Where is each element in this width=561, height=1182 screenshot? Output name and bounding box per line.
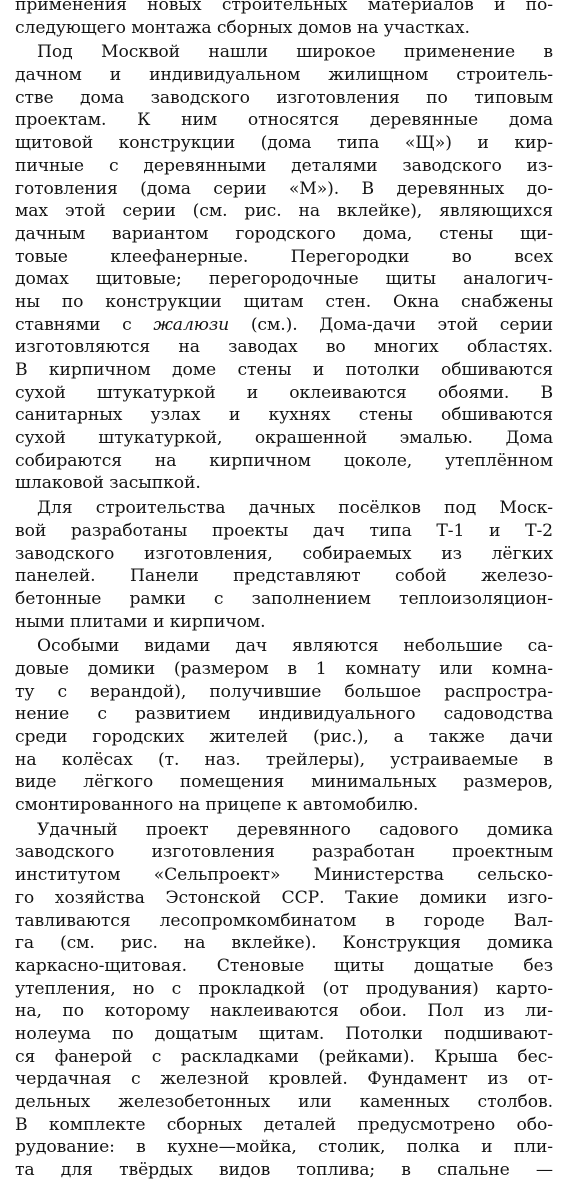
text-line: стве дома заводского изготовления по типовым xyxy=(15,87,553,108)
paragraph-garden-houses xyxy=(15,635,553,817)
text-line: та для твёрдых видов топлива; в спальне — xyxy=(15,1160,553,1181)
text-line: изготовляются на заводах во многих областях. xyxy=(15,337,553,358)
text-line: санитарных узлах и кухнях стены обшиваются xyxy=(15,405,553,426)
text-line: щитовой конструкции (дома типа «Щ») и кир- xyxy=(15,133,553,154)
text-line: Особыми видами дач являются небольшие са- xyxy=(37,636,553,657)
text-line: тавливаются лесопромкомбинатом в городе Вал- xyxy=(15,910,553,931)
text-line: Под Москвой нашли широкое применение в xyxy=(37,42,553,63)
text-line: сухой штукатуркой, окрашенной эмалью. Дома xyxy=(15,428,553,449)
text-line: рудование: в кухне—мойка, столик, полка и пли- xyxy=(15,1137,553,1158)
text-line-with-italic: ставнями с жалюзи (см.). Дома-дачи этой серии xyxy=(15,314,553,335)
text-line: Удачный проект деревянного садового домика xyxy=(37,819,553,840)
text-line: на, по которому наклеиваются обои. Пол из ли- xyxy=(15,1001,553,1022)
text-line: мах этой серии (см. рис. на вклейке), являющихся xyxy=(15,201,553,222)
text-line: чердачная с железной кровлей. Фундамент из от- xyxy=(15,1069,553,1090)
text-line: ными плитами и кирпичом. xyxy=(15,611,266,632)
paragraph-selproekt-project xyxy=(15,819,553,1182)
text-line: В комплекте сборных деталей предусмотрено обо- xyxy=(15,1114,553,1135)
text-line: каркасно-щитовая. Стеновые щиты дощатые без xyxy=(15,955,553,976)
text-line: заводского изготовления разработан проектным xyxy=(15,842,553,863)
text-line: домах щитовые; перегородочные щиты аналогич- xyxy=(15,269,553,290)
text-line: нолеума по дощатым щитам. Потолки подшивают- xyxy=(15,1023,553,1044)
text-line: ту с верандой), получившие большое распростра- xyxy=(15,681,553,702)
italic-term: жалюзи xyxy=(153,314,230,335)
text-line: бетонные рамки с заполнением теплоизоляцион- xyxy=(15,588,553,609)
text-line: утепления, но с прокладкой (от продувания) карто- xyxy=(15,978,553,999)
text-line: дельных железобетонных или каменных столбов. xyxy=(15,1092,553,1112)
text-line: Для строительства дачных посёлков под Моск- xyxy=(37,498,553,519)
paragraph-continuation xyxy=(15,0,553,39)
paragraph-moscow-houses xyxy=(15,41,553,495)
text-line: довые домики (размером в 1 комнату или комна- xyxy=(15,658,553,679)
text-line: применения новых строительных материалов и по- xyxy=(15,0,553,15)
paragraph-dacha-villages xyxy=(15,497,553,633)
text-line: го хозяйства Эстонской ССР. Такие домики изго- xyxy=(15,887,553,908)
text-line: пичные с деревянными деталями заводского из- xyxy=(15,155,553,176)
text-line: заводского изготовления, собираемых из лёгких xyxy=(15,543,553,564)
text-line: следующего монтажа сборных домов на участках. xyxy=(15,17,470,38)
text-line: панелей. Панели представляют собой железо- xyxy=(15,566,553,587)
text-line: проектам. К ним относятся деревянные дома xyxy=(15,110,553,131)
text-line: смонтированного на прицепе к автомобилю. xyxy=(15,795,419,816)
text-line: виде лёгкого помещения минимальных размеров, xyxy=(15,772,553,793)
text-line: собираются на кирпичном цоколе, утеплённом xyxy=(15,450,553,471)
text-line: институтом «Сельпроект» Министерства сельско- xyxy=(15,865,553,886)
text-line: ны по конструкции щитам стен. Окна снабжены xyxy=(15,291,553,312)
text-line: дачном и индивидуальном жилищном строитель- xyxy=(15,65,553,86)
text-line: шлаковой засыпкой. xyxy=(15,473,201,494)
text-line: нение с развитием индивидуального садоводства xyxy=(15,704,553,725)
text-line: ся фанерой с раскладками (рейками). Крыша бес- xyxy=(15,1046,553,1067)
text-line: товые клеефанерные. Перегородки во всех xyxy=(15,246,553,267)
text-line: среди городских жителей (рис.), а также дачи xyxy=(15,727,553,747)
text-line: готовления (дома серии «М»). В деревянных до- xyxy=(15,178,553,199)
text-line: га (см. рис. на вклейке). Конструкция домика xyxy=(15,933,553,954)
text-line: вой разработаны проекты дач типа Т-1 и Т-2 xyxy=(15,520,553,541)
text-line: дачным вариантом городского дома, стены щи- xyxy=(15,223,553,244)
text-line: В кирпичном доме стены и потолки обшиваются xyxy=(15,360,553,380)
text-line: на колёсах (т. наз. трейлеры), устраиваемые в xyxy=(15,749,553,770)
text-line: сухой штукатуркой и оклеиваются обоями. В xyxy=(15,382,553,403)
